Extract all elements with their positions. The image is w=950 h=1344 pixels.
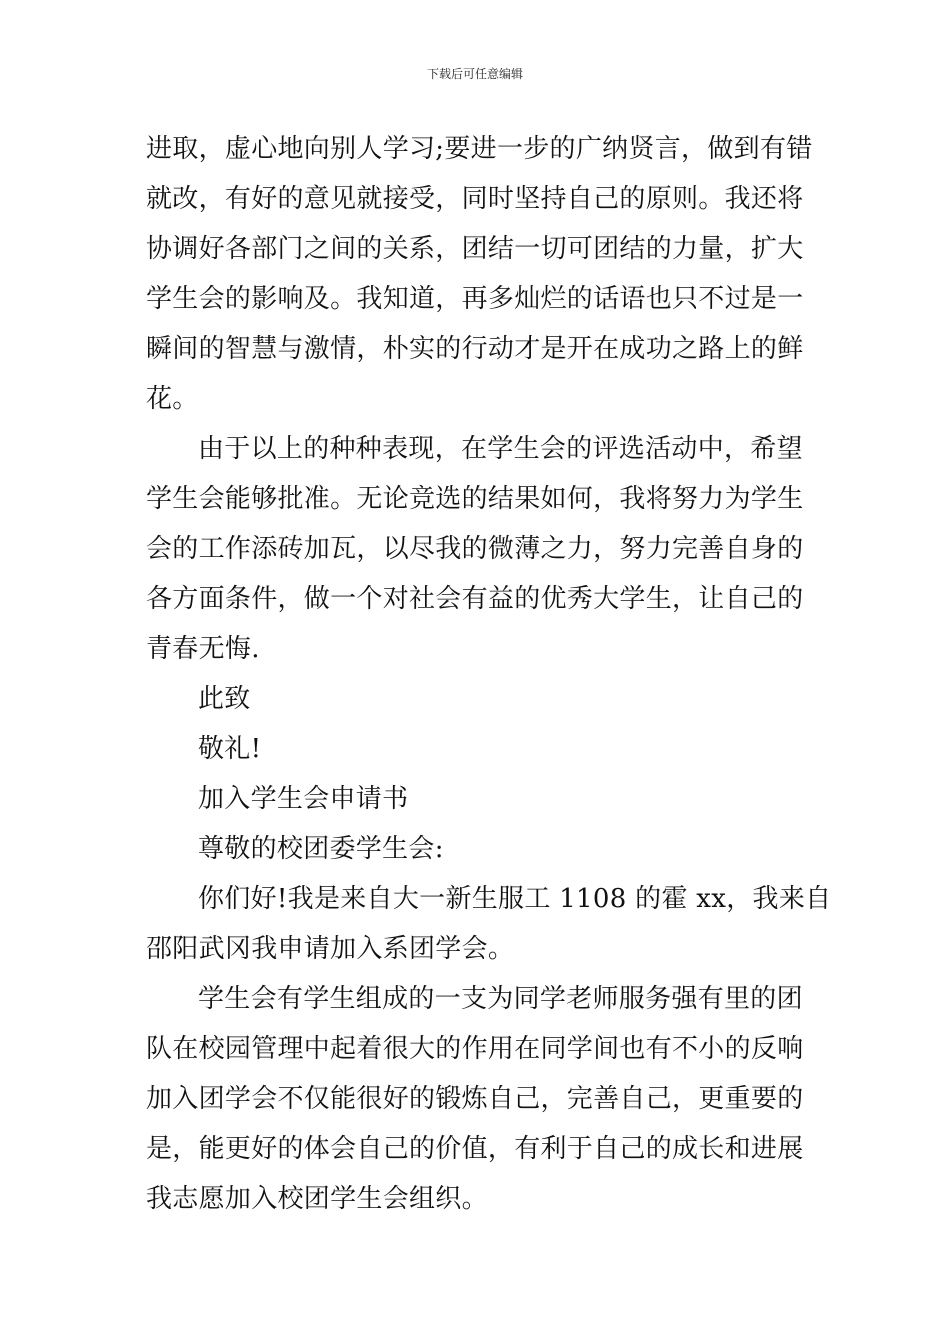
text-line: 是，能更好的体会自己的价值，有利于自己的成长和进展 [146,1134,804,1164]
text-line: 邵阳武冈我申请加入系团学会。 [146,934,515,964]
text-line: 队在校园管理中起着很大的作用在同学间也有不小的反响 [146,1034,804,1064]
section-title: 加入学生会申请书 [198,784,409,814]
text-line: 由于以上的种种表现，在学生会的评选活动中，希望 [198,434,803,464]
text-line: 就改，有好的意见就接受，同时坚持自己的原则。我还将 [146,184,804,214]
text-line: 你们好!我是来自大一新生服工 1108 的霍 xx，我来自 [198,884,832,914]
text-line: 会的工作添砖加瓦，以尽我的微薄之力，努力完善自身的 [146,534,804,564]
text-line: 协调好各部门之间的关系，团结一切可团结的力量，扩大 [146,234,804,264]
text-line: 各方面条件，做一个对社会有益的优秀大学生，让自己的 [146,584,804,614]
text-line: 花。 [146,384,199,414]
text-line: 加入团学会不仅能很好的锻炼自己，完善自己，更重要的 [146,1084,804,1114]
text-line: 进取，虚心地向别人学习;要进一步的广纳贤言，做到有错 [146,134,813,164]
text-line: 我志愿加入校团学生会组织。 [146,1184,488,1214]
text-line: 瞬间的智慧与激情，朴实的行动才是开在成功之路上的鲜 [146,334,804,364]
header-note: 下载后可任意编辑 [426,67,523,81]
closing-regards: 敬礼! [198,734,262,764]
document-body [146,124,832,1224]
text-line: 学生会有学生组成的一支为同学老师服务强有里的团 [198,984,803,1014]
text-line: 青春无悔. [146,634,260,664]
closing-salutation: 此致 [198,684,251,714]
text-line: 学生会的影响及。我知道，再多灿烂的话语也只不过是一 [146,284,804,314]
greeting-line: 尊敬的校团委学生会: [198,834,444,864]
text-line: 学生会能够批准。无论竞选的结果如何，我将努力为学生 [146,484,804,514]
